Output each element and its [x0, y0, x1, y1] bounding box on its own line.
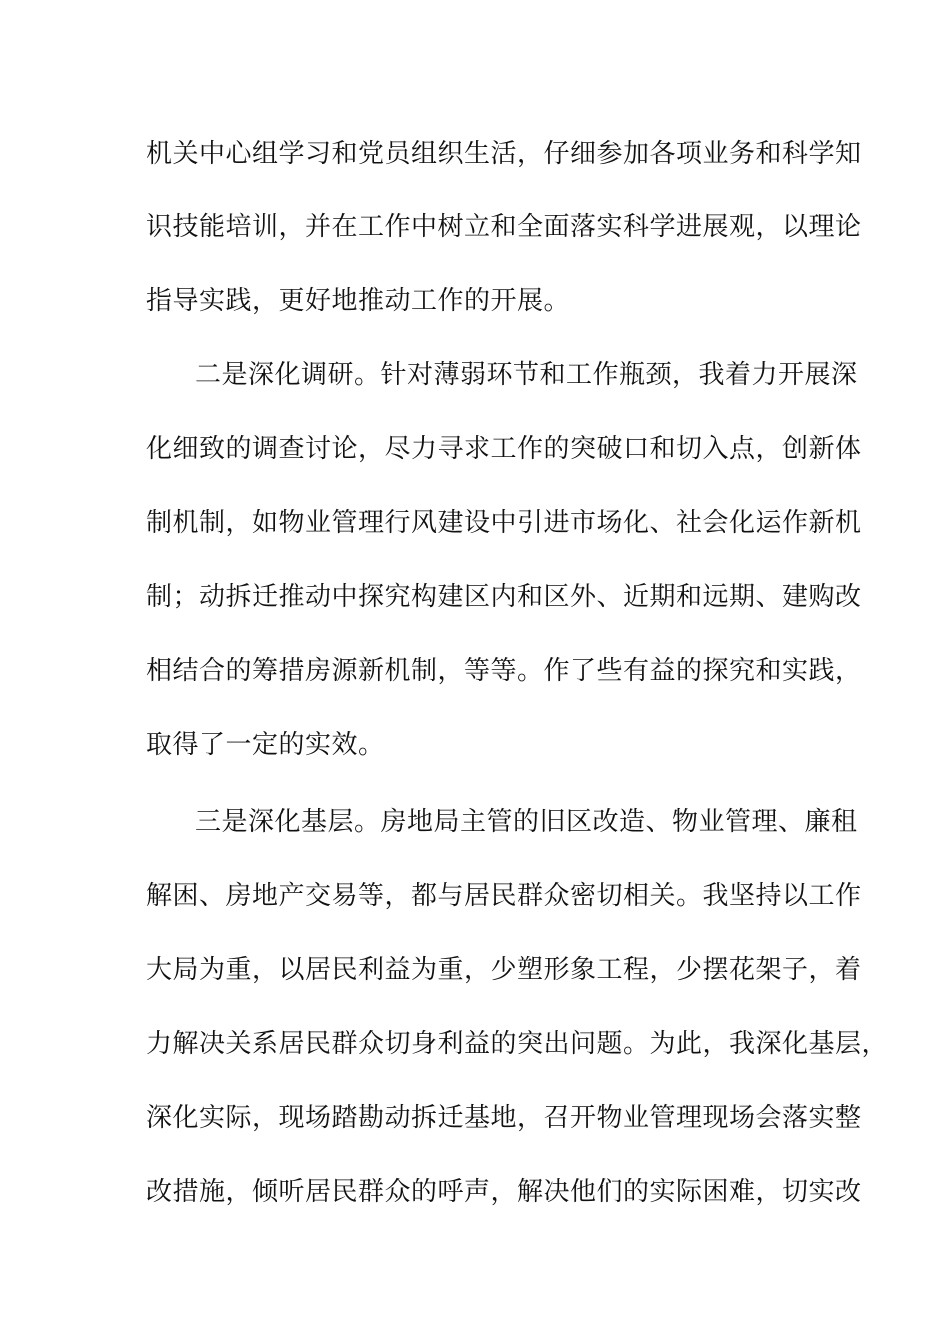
text-line: 相结合的筹措房源新机制，等等。作了些有益的探究和实践，: [146, 656, 862, 686]
text-line: 制机制，如物业管理行风建设中引进市场化、社会化运作新机: [146, 508, 862, 538]
text-line: 力解决关系居民群众切身利益的突出问题。为此，我深化基层，: [146, 1029, 889, 1059]
text-line: 化细致的调查讨论，尽力寻求工作的突破口和切入点，创新体: [146, 434, 862, 464]
paragraph-start-line: 二是深化调研。针对薄弱环节和工作瓶颈，我着力开展深: [195, 360, 858, 390]
text-line: 改措施，倾听居民群众的呼声，解决他们的实际困难，切实改: [146, 1177, 862, 1207]
text-line: 机关中心组学习和党员组织生活，仔细参加各项业务和科学知: [146, 139, 862, 169]
text-line: 制；动拆迁推动中探究构建区内和区外、近期和远期、建购改: [146, 582, 862, 612]
text-line: 大局为重，以居民利益为重，少塑形象工程，少摆花架子，着: [146, 955, 862, 985]
text-line: 识技能培训，并在工作中树立和全面落实科学进展观，以理论: [146, 212, 862, 242]
text-line: 取得了一定的实效。: [146, 730, 385, 760]
text-line: 解困、房地产交易等，都与居民群众密切相关。我坚持以工作: [146, 881, 862, 911]
paragraph-start-line: 三是深化基层。房地局主管的旧区改造、物业管理、廉租: [195, 807, 858, 837]
text-line: 深化实际，现场踏勘动拆迁基地，召开物业管理现场会落实整: [146, 1103, 862, 1133]
text-line: 指导实践，更好地推动工作的开展。: [146, 286, 571, 316]
